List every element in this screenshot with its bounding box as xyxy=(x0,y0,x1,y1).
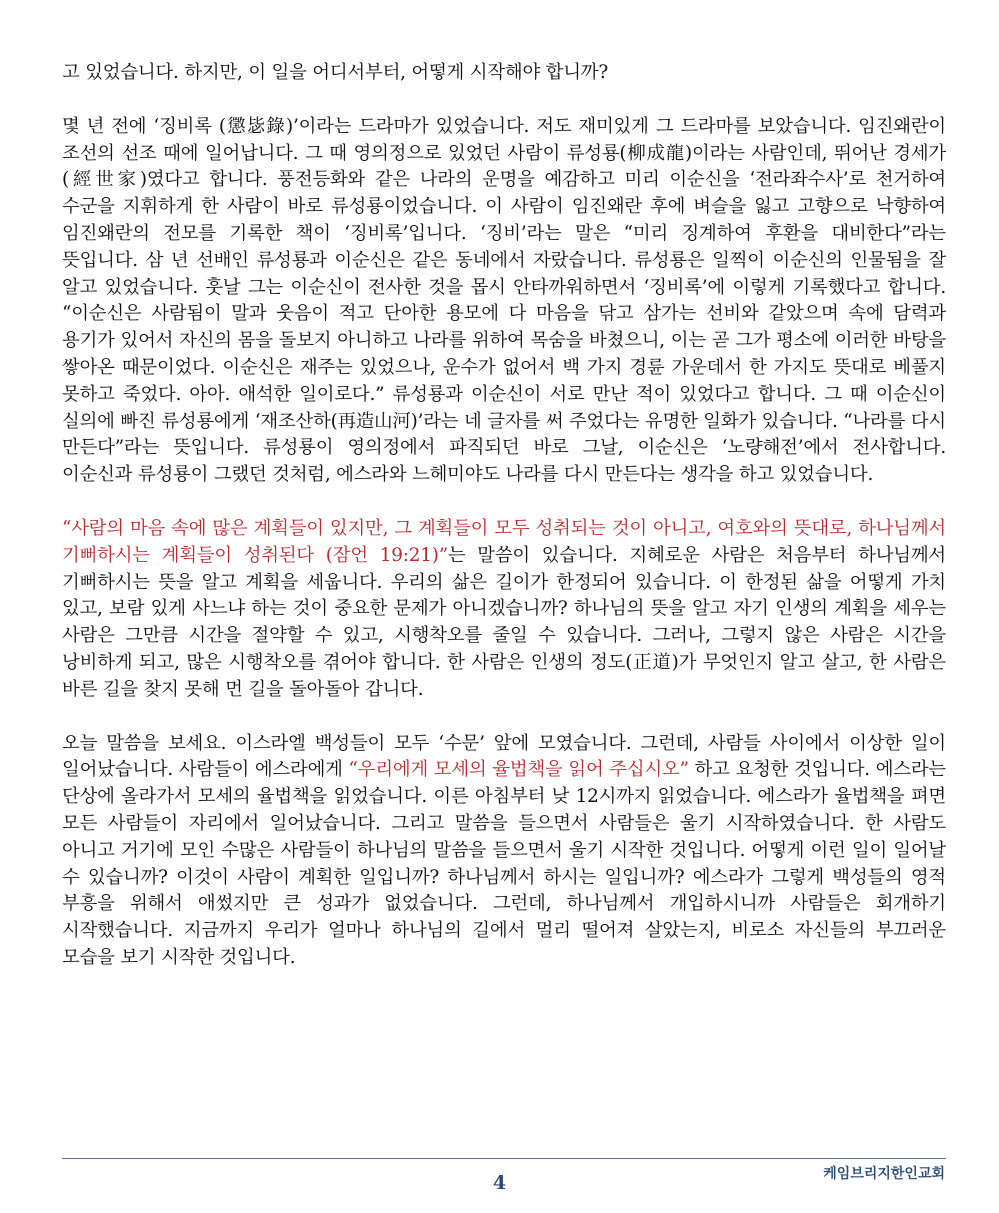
paragraph-4-text-start: 오늘 말씀을 보세요. 이스라엘 백성들이 모두 ‘수문’ 앞에 모였습니다. 그런데, 사람들 사이에서 이상한 일이 일어났습니다. 사람들이 에스라에게 xyxy=(62,732,946,781)
paragraph-2 xyxy=(62,114,946,489)
paragraph-1-text: 고 있었습니다. 하지만, 이 일을 어디서부터, 어떻게 시작해야 합니까? xyxy=(62,62,609,83)
church-name: 케임브리지한인교회 xyxy=(823,1166,945,1182)
paragraph-4 xyxy=(62,731,946,972)
page-number: 4 xyxy=(492,1172,507,1194)
people-request-quote: “우리에게 모세의 율법책을 읽어 주십시오” xyxy=(348,759,689,781)
paragraph-3 xyxy=(62,516,946,704)
paragraph-4-text-end: 하고 요청한 것입니다. 에스라는 단상에 올라가서 모세의 율법책을 읽었습니다. 이른 아침부터 낮 12시까지 읽었습니다. 에스라가 율법책을 펴면 모든 사람들이 자리에서 일어났습니다. 그리고 말씀을 들으면서 사람들은 울기 시작하였습니다. 한 사람도 아니고 거기에 모인 수많은 사람들이 하나님의 말씀을 들으면서 울기 시작한 것입니다. 어떻게 이런 일이 일어날 수 있습니까? 이것이 사람이 계획한 일입니까? 하나님께서 하시는 일입니까? 에스라가 그렇게 백성들의 영적 부흥을 위해서 애썼지만 큰 성과가 없었습니다. 그런데, 하나님께서 개입하시니까 사람들은 회개하기 시작했습니다. 지금까지 우리가 얼마나 하나님의 길에서 멀리 떨어져 살았는지, 비로소 자신들의 부끄러운 모습을 보기 시작한 것입니다. xyxy=(62,759,946,968)
scripture-quote-proverbs: “사람의 마음 속에 많은 계획들이 있지만, 그 계획들이 모두 성취되는 것이 아니고, 여호와의 뜻대로, 하나님께서 기뻐하시는 계획들이 성취된다 (잠언 19:21)” xyxy=(62,517,946,566)
paragraph-2-text: 몇 년 전에 ‘징비록 (懲毖錄)’이라는 드라마가 있었습니다. 저도 재미있게 그 드라마를 보았습니다. 임진왜란이 조선의 선조 때에 일어납니다. 그 때 영의정으로 있었던 사람이 류성룡(柳成龍)이라는 사람인데, 뛰어난 경세가(經世家)였다고 합니다. 풍전등화와 같은 나라의 운명을 예감하고 미리 이순신을 ‘전라좌수사’로 천거하여 수군을 지휘하게 한 사람이 바로 류성룡이었습니다. 이 사람이 임진왜란 후에 벼슬을 잃고 고향으로 낙향하여 임진왜란의 전모를 기록한 책이 ‘징비록’입니다. ‘징비’라는 말은 “미리 징계하여 후환을 대비한다”라는 뜻입니다. 삼 년 선배인 류성룡과 이순신은 같은 동네에서 자랐습니다. 류성룡은 일찍이 이순신의 인물됨을 잘 알고 있었습니다. 훗날 그는 이순신이 전사한 것을 몹시 안타까워하면서 ‘징비록’에 이렇게 기록했다고 합니다. “이순신은 사람됨이 말과 웃음이 적고 단아한 용모에 다 마음을 닦고 삼가는 선비와 같았으며 속에 담력과 용기가 있어서 자신의 몸을 돌보지 아니하고 나라를 위하여 목숨을 바쳤으니, 이는 곧 그가 평소에 이러한 바탕을 쌓아온 때문이었다. 이순신은 재주는 있었으나, 운수가 없어서 백 가지 경륜 가운데서 한 가지도 뜻대로 베풀지 못하고 죽었다. 아아. 애석한 일이로다.” 류성룡과 이순신이 서로 만난 적이 있었다고 합니다. 그 때 이순신이 실의에 빠진 류성룡에게 ‘재조산하(再造山河)’라는 네 글자를 써 주었다는 유명한 일화가 있습니다. “나라를 다시 만든다”라는 뜻입니다. 류성룡이 영의정에서 파직되던 바로 그날, 이순신은 ‘노량해전’에서 전사합니다. 이순신과 류성룡이 그랬던 것처럼, 에스라와 느헤미야도 나라를 다시 만든다는 생각을 하고 있었습니다. xyxy=(62,115,946,486)
footer-divider xyxy=(62,1158,946,1159)
document-body xyxy=(62,60,946,972)
paragraph-3-text: 는 말씀이 있습니다. 지혜로운 사람은 처음부터 하나님께서 기뻐하시는 뜻을 알고 계획을 세웁니다. 우리의 삶은 길이가 한정되어 있습니다. 이 한정된 삶을 어떻게 가치 있고, 보람 있게 사느냐 하는 것이 중요한 문제가 아니겠습니까? 하나님의 뜻을 알고 자기 인생의 계획을 세우는 사람은 그만큼 시간을 절약할 수 있고, 시행착오를 줄일 수 있습니다. 그러나, 그렇지 않은 사람은 시간을 낭비하게 되고, 많은 시행착오를 겪어야 합니다. 한 사람은 인생의 정도(正道)가 무엇인지 알고 살고, 한 사람은 바른 길을 찾지 못해 먼 길을 돌아돌아 갑니다. xyxy=(62,544,946,700)
paragraph-1 xyxy=(62,60,946,87)
